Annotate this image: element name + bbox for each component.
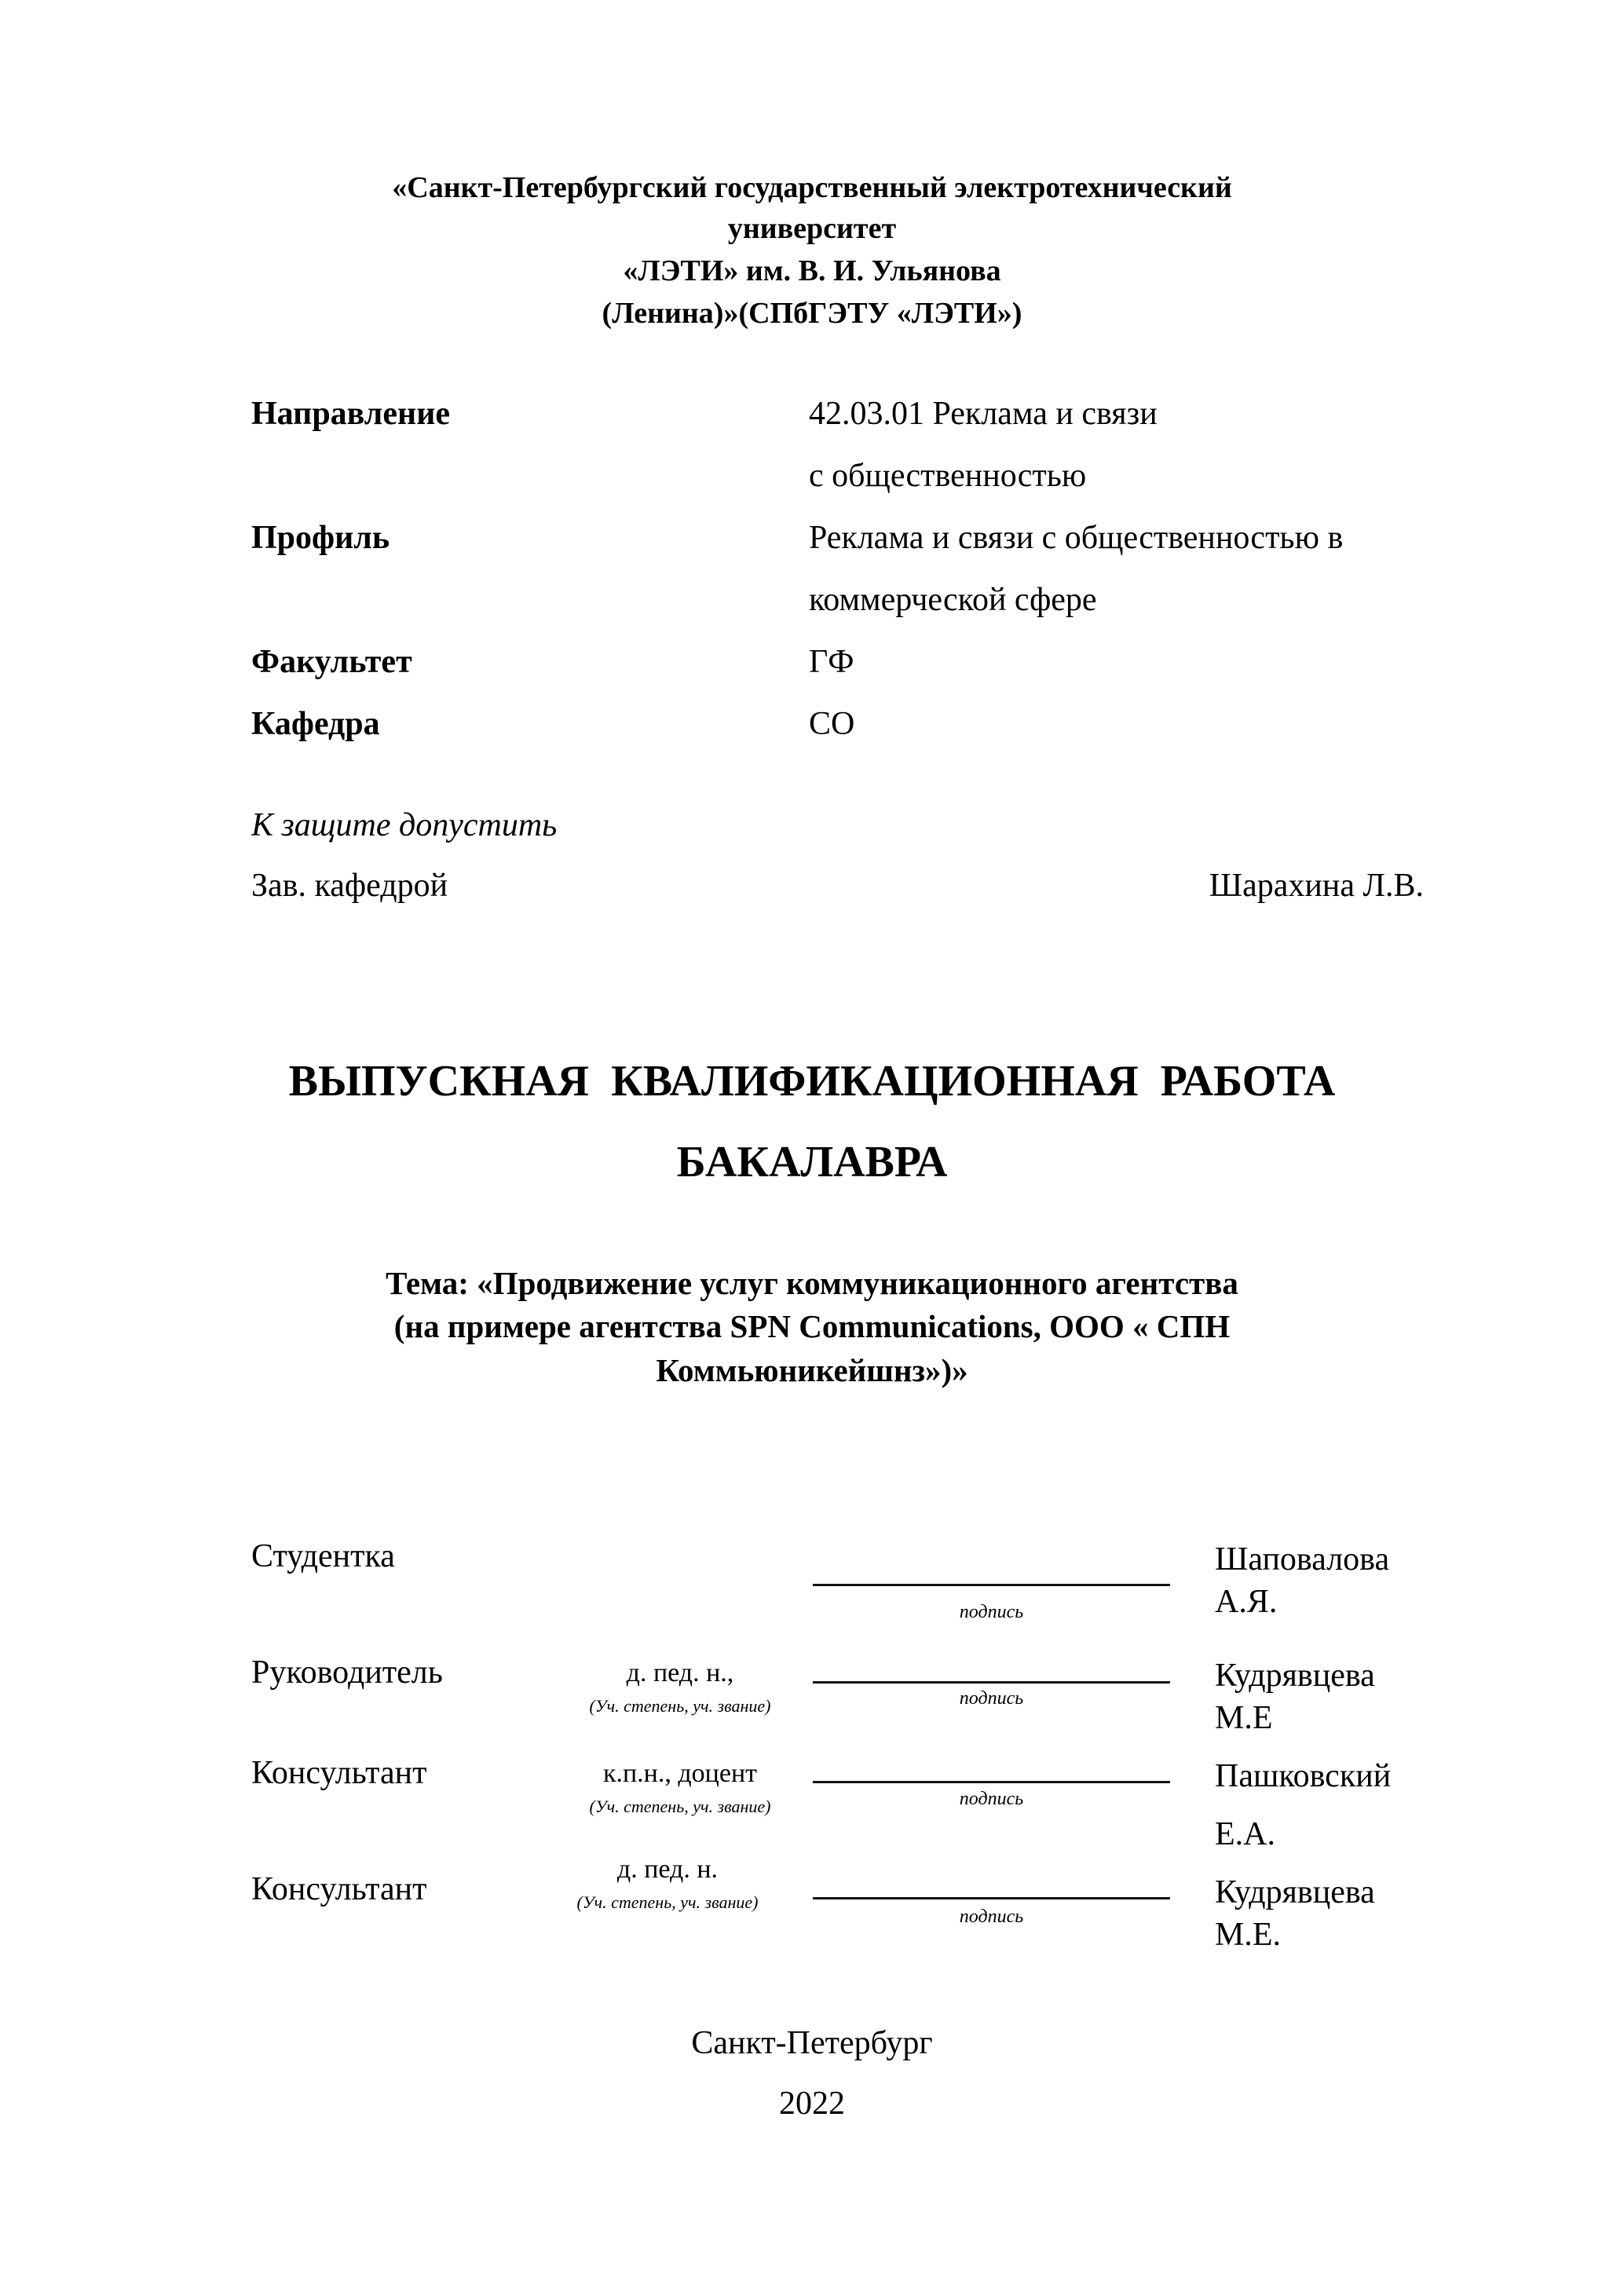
signatory-name-line-2: М.Е [1215,1700,1273,1736]
year: 2022 [779,2086,845,2122]
direction-value-line-1: 42.03.01 Реклама и связи [809,396,1158,432]
signature-line[interactable] [813,1681,1170,1684]
signatory-name-line-1: Кудрявцева [1215,1874,1375,1910]
head-of-department-label: Зав. кафедрой [251,868,448,904]
academic-degree: д. пед. н., [626,1658,734,1687]
city: Санкт-Петербург [691,2025,933,2061]
university-name-line-2: университет [727,212,897,245]
signature-caption: подпись [959,1789,1024,1809]
signatory-name-line-2: Е.А. [1215,1816,1275,1852]
department-label: Кафедра [251,706,380,742]
signature-caption: подпись [959,1907,1024,1927]
profile-value-line-1: Реклама и связи с общественностью в [809,520,1344,556]
head-of-department-name: Шарахина Л.В. [1209,868,1424,904]
signature-caption: подпись [959,1688,1024,1709]
academic-degree-caption: (Уч. степень, уч. звание) [576,1892,759,1912]
document-title-line-2: БАКАЛАВРА [676,1138,948,1186]
signatory-name-line-1: Шаповалова [1215,1541,1390,1578]
direction-value-line-2: с общественностью [809,458,1087,494]
signatory-name-line-1: Пашковский [1215,1758,1392,1794]
admission-note: К защите допустить [251,807,558,843]
signature-caption: подпись [959,1602,1024,1622]
university-name-line-1: «Санкт-Петербургский государственный электротехнический [392,171,1232,204]
direction-label: Направление [251,396,451,432]
theme-line-2: (на примере агентства SPN Communications, ООО « СПН [393,1308,1231,1344]
signature-role: Консультант [251,1755,427,1791]
signatory-name-line-2: М.Е. [1215,1917,1281,1953]
academic-degree: к.п.н., доцент [602,1759,758,1788]
signatory-name-line-1: Кудрявцева [1215,1658,1375,1694]
theme-line-1: Тема: «Продвижение услуг коммуникационного агентства [386,1265,1238,1301]
department-value: СО [809,706,855,742]
faculty-label: Факультет [251,644,412,680]
signature-role: Консультант [251,1871,427,1907]
faculty-value: ГФ [809,644,854,680]
document-title-line-1: ВЫПУСКНАЯ КВАЛИФИКАЦИОННАЯ РАБОТА [288,1057,1336,1106]
signatory-name-line-2: А.Я. [1215,1584,1278,1620]
academic-degree-caption: (Уч. степень, уч. звание) [589,1696,771,1716]
signature-role: Студентка [251,1538,395,1574]
university-name-line-3: «ЛЭТИ» им. В. И. Ульянова [623,254,1001,287]
signature-role: Руководитель [251,1654,443,1691]
signature-line[interactable] [813,1781,1170,1783]
signature-line[interactable] [813,1897,1170,1899]
theme-line-3: Коммьюникейшнз»)» [656,1352,968,1388]
signature-line[interactable] [813,1584,1170,1586]
academic-degree-caption: (Уч. степень, уч. звание) [589,1797,771,1816]
profile-label: Профиль [251,520,390,556]
university-name-line-4: (Ленина)»(СПбГЭТУ «ЛЭТИ») [602,297,1022,330]
profile-value-line-2: коммерческой сфере [809,582,1097,618]
academic-degree: д. пед. н. [616,1855,719,1884]
